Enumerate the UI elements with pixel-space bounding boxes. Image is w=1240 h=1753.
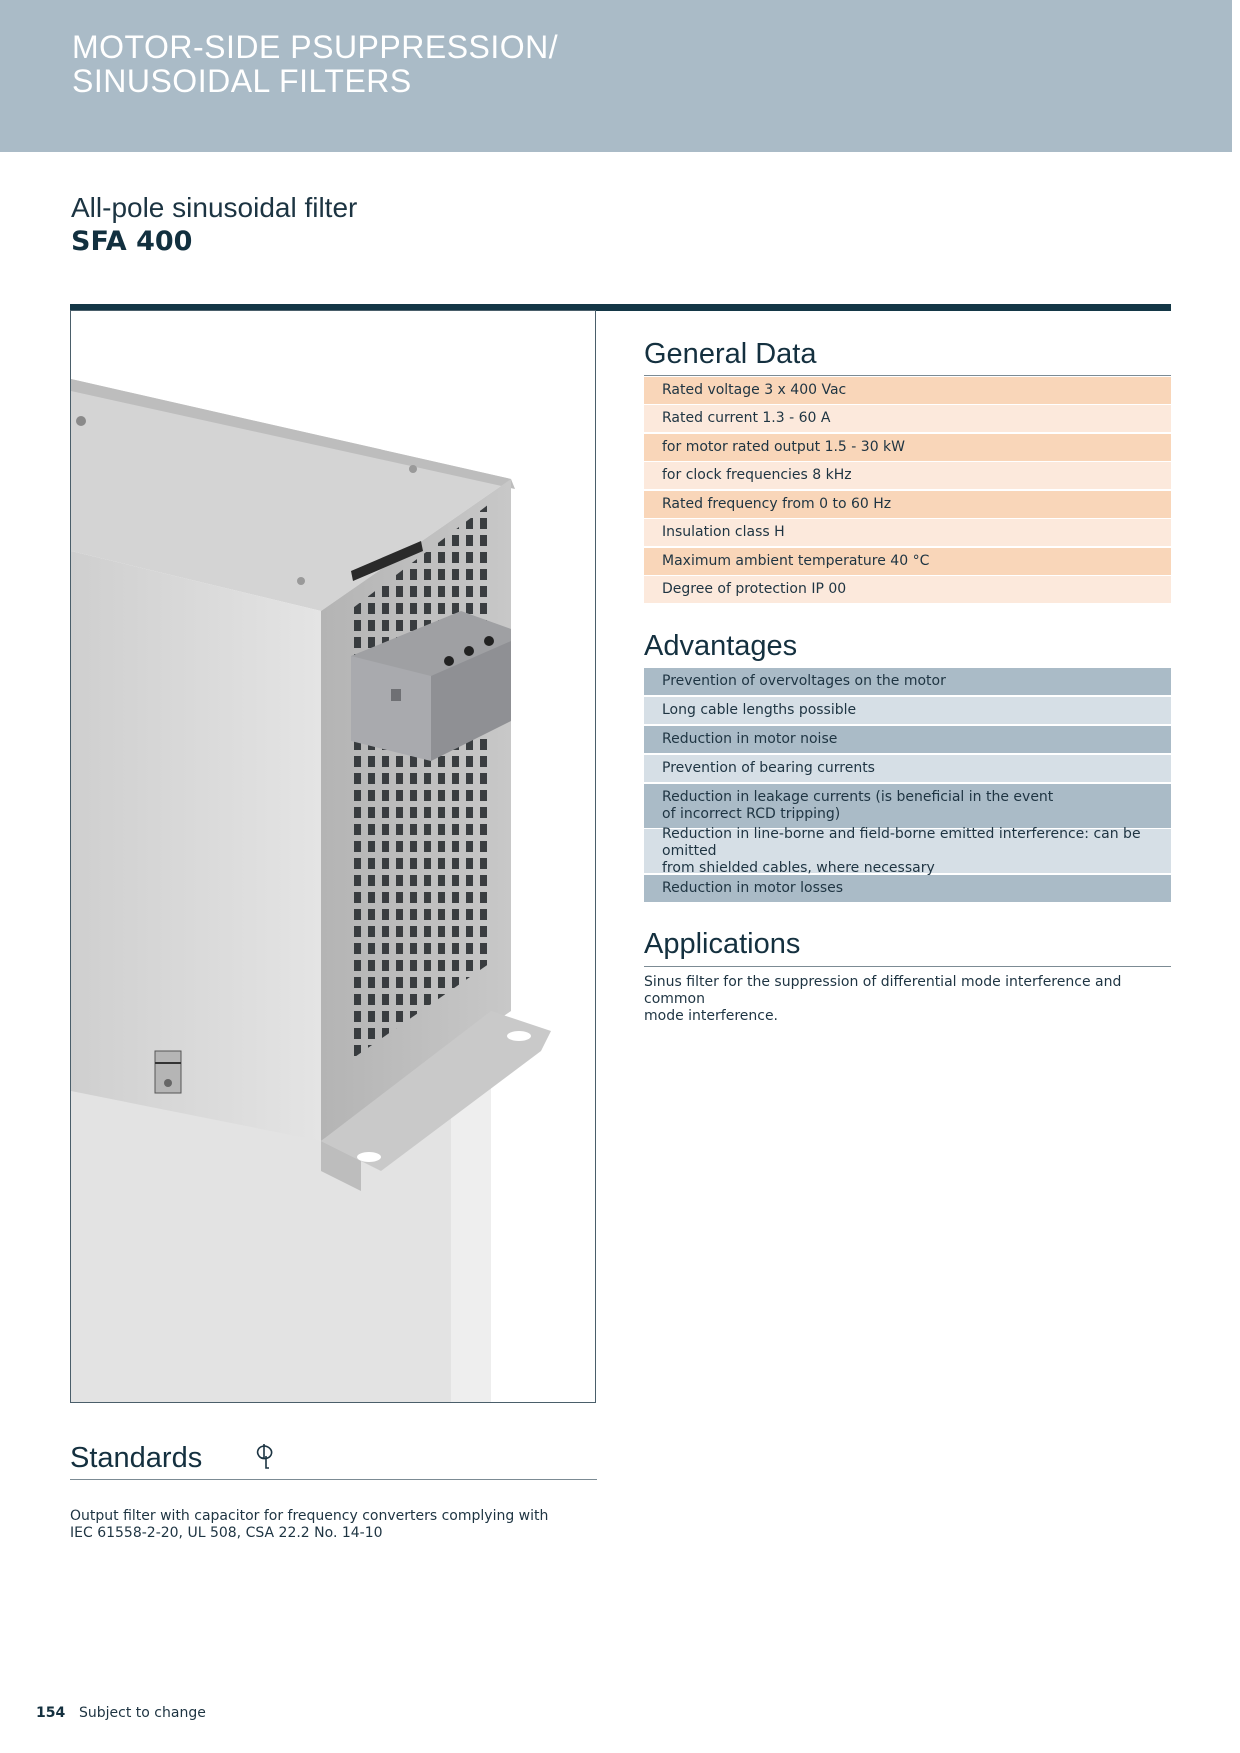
- standards-title: Standards: [70, 1442, 203, 1474]
- general-data-title: General Data: [644, 338, 817, 370]
- general-data-row: Rated frequency from 0 to 60 Hz: [644, 491, 1171, 518]
- advantage-row-line: from shielded cables, where necessary: [662, 859, 935, 876]
- product-name: SFA 400: [71, 226, 193, 257]
- advantage-row: [644, 784, 1171, 828]
- general-data-row: Insulation class H: [644, 519, 1171, 546]
- advantage-row: Reduction in motor losses: [644, 875, 1171, 902]
- advantage-row: Reduction in motor noise: [644, 726, 1171, 753]
- page-title-line1: MOTOR-SIDE PSUPPRESSION/: [72, 29, 559, 65]
- general-data-row: Rated current 1.3 - 60 A: [644, 405, 1171, 432]
- footer-note: Subject to change: [79, 1705, 206, 1721]
- standards-text-line: Output filter with capacitor for frequency converters complying with: [70, 1508, 549, 1524]
- page-number: 154: [36, 1705, 66, 1721]
- product-photo: [70, 310, 596, 1403]
- ul-recognized-icon: [252, 1442, 278, 1472]
- advantage-row: Prevention of bearing currents: [644, 755, 1171, 782]
- standards-text: [70, 1508, 597, 1542]
- applications-rule: [644, 966, 1171, 967]
- advantage-row: Prevention of overvoltages on the motor: [644, 668, 1171, 695]
- general-data-row: Maximum ambient temperature 40 °C: [644, 548, 1171, 575]
- advantage-row-line: Reduction in line-borne and field-borne emitted interference: can be omitted: [662, 825, 1141, 859]
- applications-text: [644, 974, 1171, 1025]
- applications-title: Applications: [644, 928, 801, 960]
- filter-illustration: [71, 311, 595, 1402]
- general-data-row: for clock frequencies 8 kHz: [644, 462, 1171, 489]
- advantages-title: Advantages: [644, 630, 798, 662]
- page-title-line2: SINUSOIDAL FILTERS: [72, 63, 412, 99]
- general-data-rule: [644, 375, 1171, 376]
- applications-text-line: mode interference.: [644, 1008, 779, 1024]
- advantage-row: Long cable lengths possible: [644, 697, 1171, 724]
- general-data-row: for motor rated output 1.5 - 30 kW: [644, 434, 1171, 461]
- standards-text-line: IEC 61558-2-20, UL 508, CSA 22.2 No. 14-10: [70, 1525, 383, 1541]
- general-data-row: Rated voltage 3 x 400 Vac: [644, 377, 1171, 404]
- standards-rule: [70, 1479, 597, 1480]
- product-subtitle: All-pole sinusoidal filter: [71, 192, 358, 223]
- applications-text-line: Sinus filter for the suppression of differential mode interference and common: [644, 974, 1122, 1007]
- header-edge: [1232, 0, 1240, 158]
- page-title: [72, 30, 972, 98]
- general-data-row: Degree of protection IP 00: [644, 576, 1171, 603]
- advantage-row-line: of incorrect RCD tripping): [662, 806, 841, 822]
- advantage-row: [644, 825, 1171, 876]
- advantage-row-line: Reduction in leakage currents (is beneficial in the event: [662, 789, 1054, 805]
